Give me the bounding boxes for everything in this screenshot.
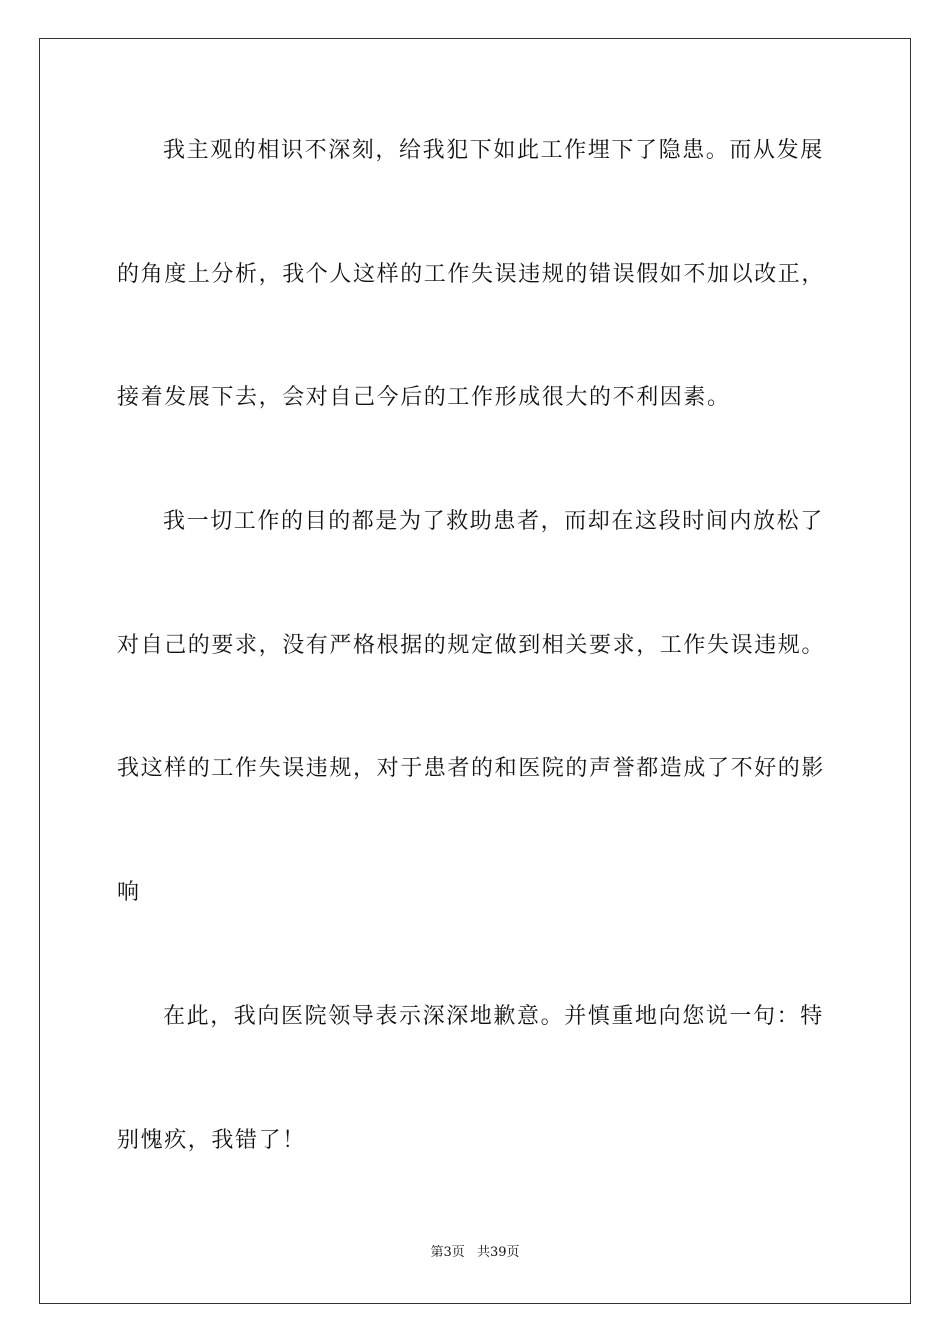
paragraph-3-line-2: 别愧疚，我错了！ <box>117 1128 306 1153</box>
paragraph-1-line-2: 的角度上分析，我个人这样的工作失误违规的错误假如不加以改正， <box>117 262 826 287</box>
paragraph-2-line-3: 我这样的工作失误违规，对于患者的和医院的声誉都造成了不好的影 <box>117 756 826 781</box>
paragraph-2-line-1: 我一切工作的目的都是为了救助患者，而却在这段时间内放松了 <box>163 509 824 534</box>
paragraph-1-line-1: 我主观的相识不深刻，给我犯下如此工作埋下了隐患。而从发展 <box>163 138 824 163</box>
paragraph-2-line-2: 对自己的要求，没有严格根据的规定做到相关要求，工作失误违规。 <box>117 633 826 658</box>
page-footer <box>0 1244 950 1262</box>
page-total: 共39页 <box>476 1245 520 1260</box>
paragraph-3-line-1: 在此，我向医院领导表示深深地歉意。并慎重地向您说一句：特 <box>163 1004 824 1029</box>
page-border <box>39 38 911 1304</box>
paragraph-2-line-4: 响 <box>117 880 141 905</box>
paragraph-1-line-3: 接着发展下去，会对自己今后的工作形成很大的不利因素。 <box>117 385 731 410</box>
page-number: 第3页 <box>430 1245 465 1260</box>
